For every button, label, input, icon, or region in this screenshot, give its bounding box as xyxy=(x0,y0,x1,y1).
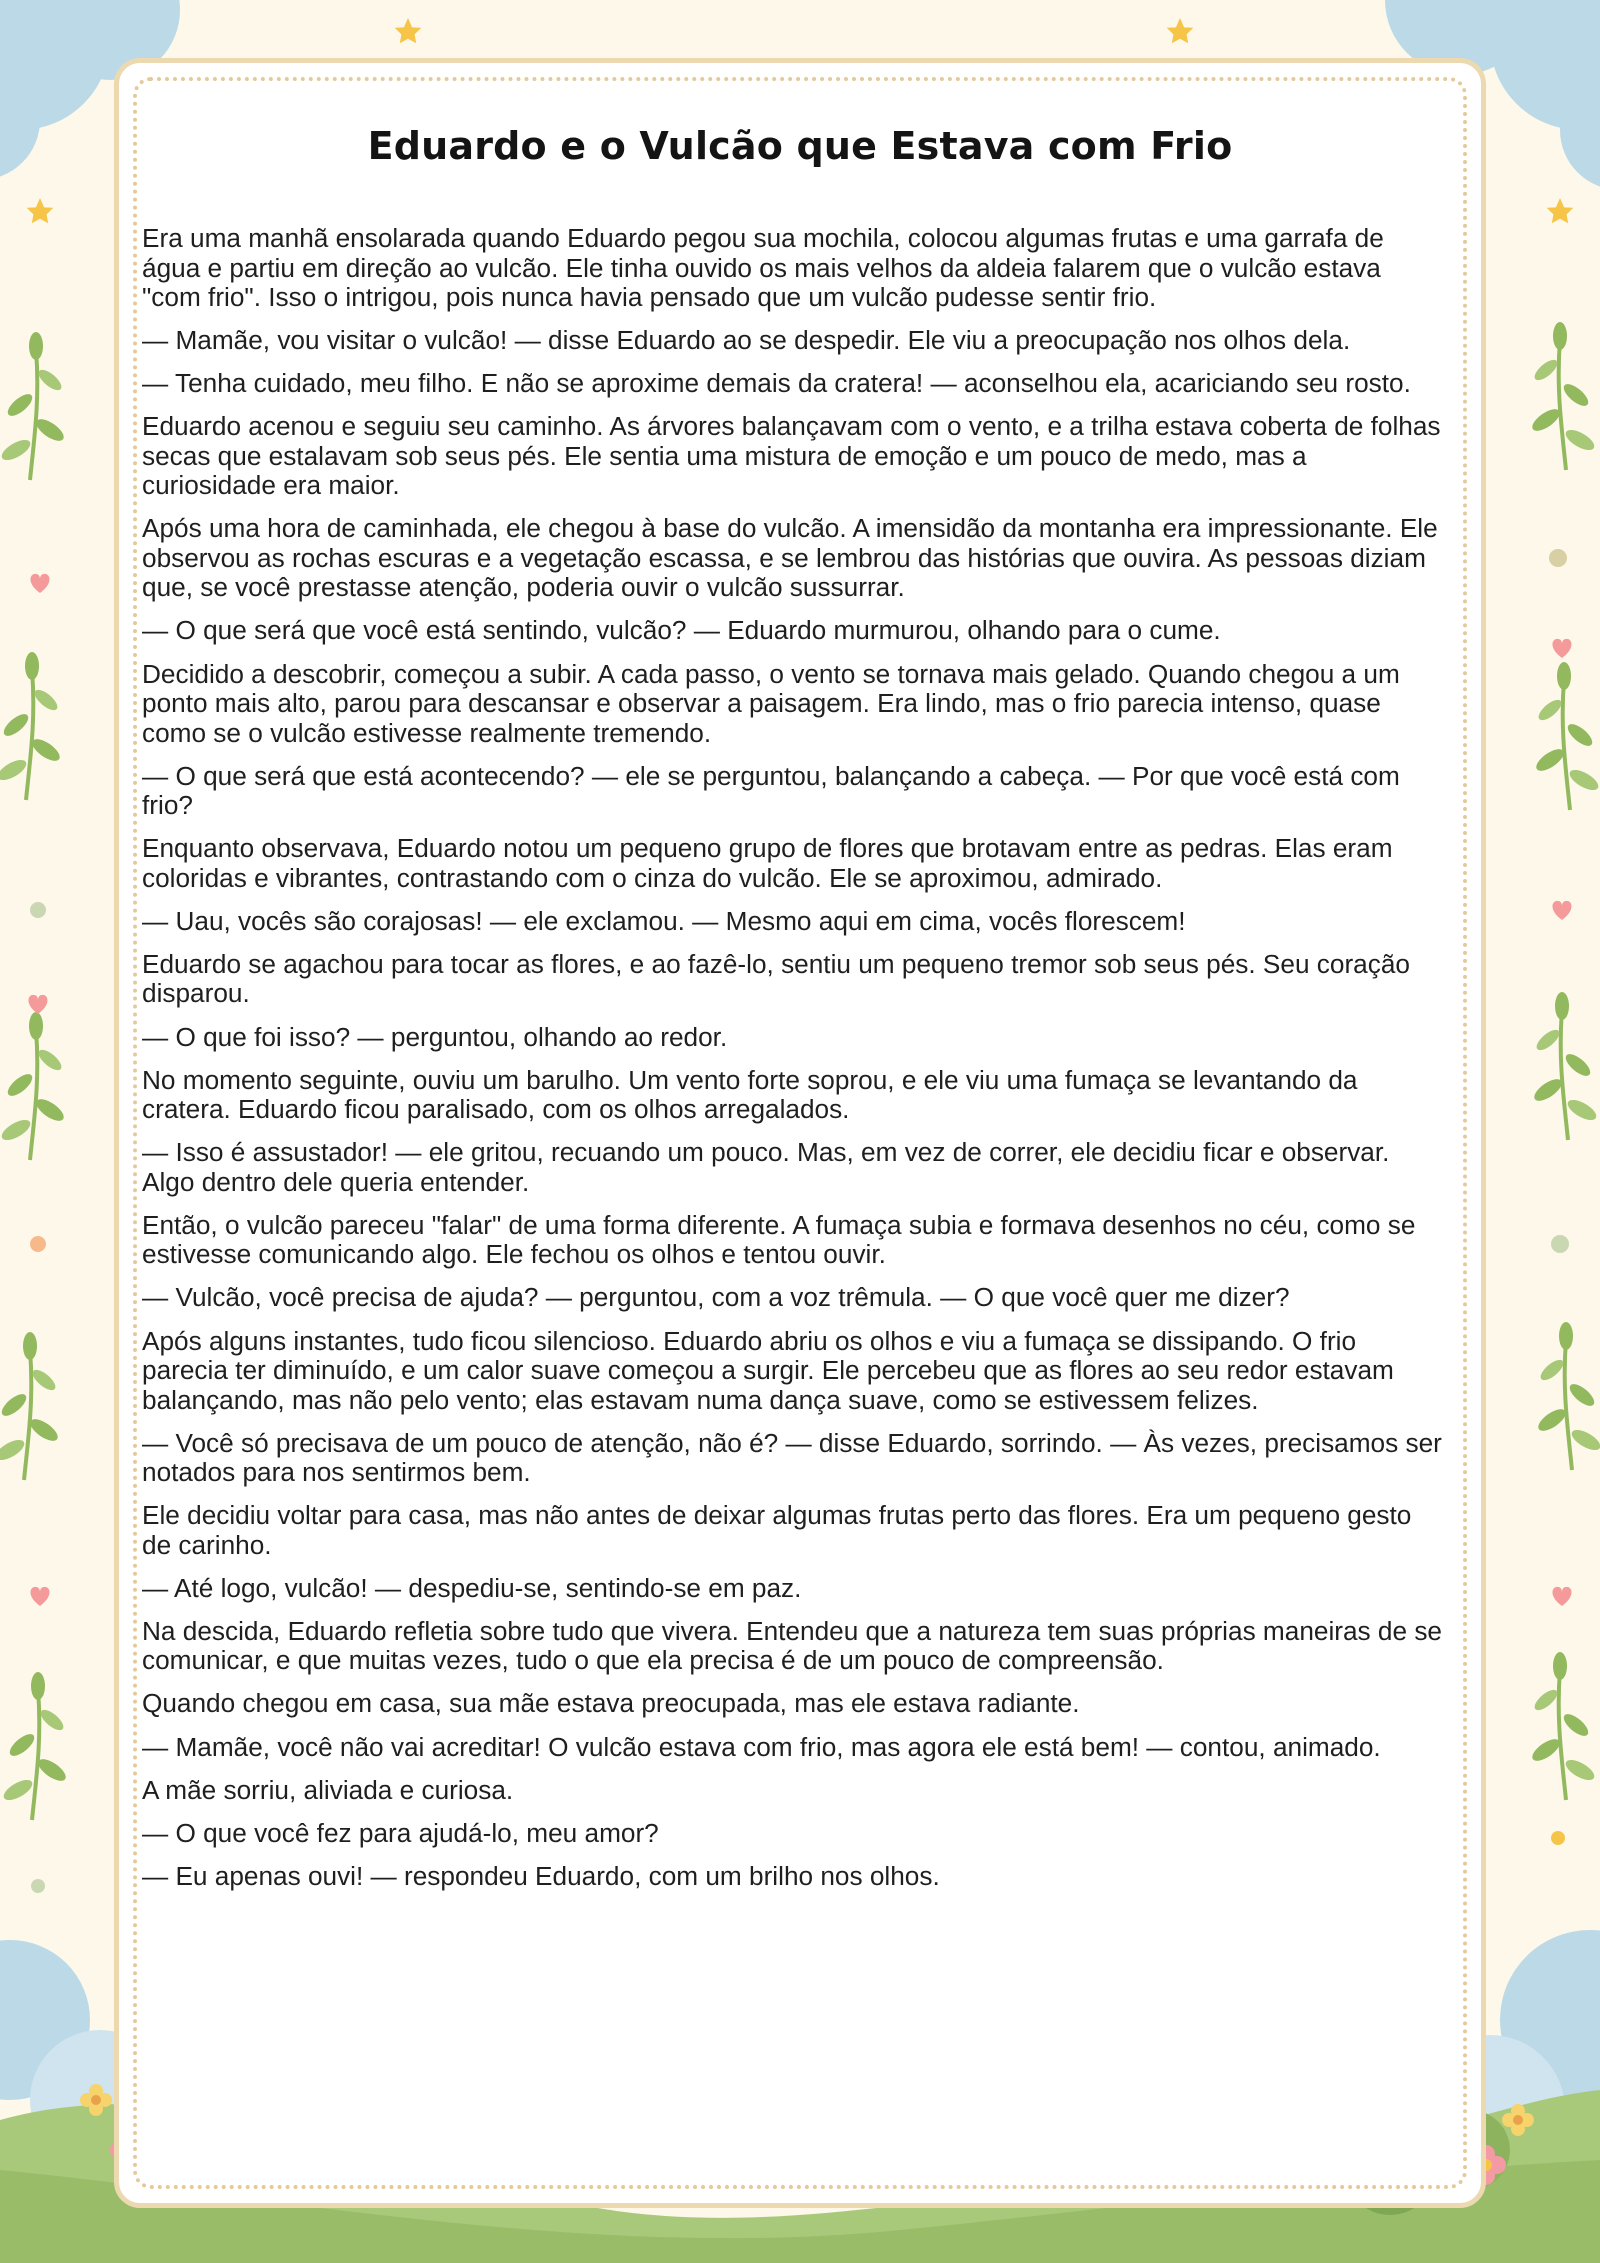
leaf-branch-icon xyxy=(1529,322,1597,470)
leaf-branch-icon xyxy=(1533,662,1600,810)
story-paragraph: — Vulcão, você precisa de ajuda? — perguntou, com a voz trêmula. — O que você quer me dizer? xyxy=(142,1282,1290,1313)
story-paragraph: Era uma manhã ensolarada quando Eduardo pegou sua mochila, colocou algumas frutas e uma garrafa de água e partiu em direção ao vulcão. Ele tinha ouvido os mais velhos da aldeia falarem que o vulcão estava "com frio". Isso o intrigou, pois nunca havia pensado que um vulcão pudesse sentir frio. xyxy=(142,223,1384,312)
leaf-branch-icon xyxy=(0,1332,61,1480)
story-paragraph: — O que será que está acontecendo? — ele se perguntou, balançando a cabeça. — Por que você está com frio? xyxy=(142,760,1400,821)
star-icon xyxy=(27,198,54,223)
story-paragraph: Enquanto observava, Eduardo notou um pequeno grupo de flores que brotavam entre as pedras. Elas eram coloridas e vibrantes, contrastando com o cinza do vulcão. Ele se aproximou, admirado. xyxy=(142,833,1393,893)
leaf-branch-icon xyxy=(0,652,63,800)
story-paragraph: — Uau, vocês são corajosas! — ele exclamou. — Mesmo aqui em cima, vocês florescem! xyxy=(142,905,1186,936)
story-paragraph: — O que você fez para ajudá-lo, meu amor? xyxy=(142,1817,659,1848)
story-paragraph: A mãe sorriu, aliviada e curiosa. xyxy=(142,1774,514,1805)
star-icon xyxy=(1547,198,1574,223)
heart-icon xyxy=(29,995,48,1014)
story-paragraph: — O que será que você está sentindo, vulcão? — Eduardo murmurou, olhando para o cume. xyxy=(142,615,1221,646)
story-paragraph: Decidido a descobrir, começou a subir. A cada passo, o vento se tornava mais gelado. Quando chegou a um ponto mais alto, parou para descansar e observar a paisagem. Era lindo, mas o frio parecia intenso, quase como se o vulcão estivesse realmente tremendo. xyxy=(142,658,1400,748)
heart-icon xyxy=(1553,639,1572,658)
story-paragraph: Então, o vulcão pareceu "falar" de uma forma diferente. A fumaça subia e formava desenhos no céu, como se estivesse comunicando algo. Ele fechou os olhos e tentou ouvir. xyxy=(142,1209,1416,1270)
story-paragraph: Ele decidiu voltar para casa, mas não antes de deixar algumas frutas perto das flores. Era um pequeno gesto de carinho. xyxy=(142,1500,1412,1560)
leaf-branch-icon xyxy=(1,1672,69,1820)
story-paragraph: — Tenha cuidado, meu filho. E não se aproxime demais da cratera! — aconselhou ela, acariciando seu rosto. xyxy=(142,368,1411,399)
story-paragraph: Na descida, Eduardo refletia sobre tudo que vivera. Entendeu que a natureza tem suas próprias maneiras de se comunicar, e que muitas vezes, tudo o que ela precisa é de um pouco de compreensão. xyxy=(142,1615,1442,1676)
leaf-branch-icon xyxy=(0,1012,67,1160)
leaf-branch-icon xyxy=(0,332,67,480)
leaf-branch-icon xyxy=(1529,1652,1597,1800)
story-paragraph: — Isso é assustador! — ele gritou, recuando um pouco. Mas, em vez de correr, ele decidiu ficar e observar. Algo dentro dele queria entender. xyxy=(142,1137,1390,1197)
heart-icon xyxy=(31,1587,50,1606)
heart-icon xyxy=(1553,901,1572,920)
story-paragraph: Quando chegou em casa, sua mãe estava preocupada, mas ele estava radiante. xyxy=(142,1688,1080,1719)
story-text xyxy=(142,224,1442,1905)
story-paragraph: Eduardo se agachou para tocar as flores, e ao fazê-lo, sentiu um pequeno tremor sob seus pés. Seu coração disparou. xyxy=(142,948,1410,1009)
star-icon xyxy=(395,18,422,43)
leaf-branch-icon xyxy=(1531,992,1599,1140)
heart-icon xyxy=(1553,1587,1572,1606)
heart-icon xyxy=(31,574,50,593)
story-paragraph: — Você só precisava de um pouco de atenção, não é? — disse Eduardo, sorrindo. — Às vezes, precisamos ser notados para nos sentirmos bem. xyxy=(142,1427,1442,1488)
story-paragraph: Após alguns instantes, tudo ficou silencioso. Eduardo abriu os olhos e viu a fumaça se dissipando. O frio parecia ter diminuído, e um calor suave começou a surgir. Ele percebeu que as flores ao seu redor estavam balançando, mas não pelo vento; elas estavam numa dança suave, como se estivessem felizes. xyxy=(142,1325,1394,1415)
story-paragraph: Eduardo acenou e seguiu seu caminho. As árvores balançavam com o vento, e a trilha estava coberta de folhas secas que estalavam sob seus pés. Ele sentia uma mistura de emoção e um pouco de medo, mas a curiosidade era maior. xyxy=(142,411,1441,501)
story-paragraph: — Mamãe, vou visitar o vulcão! — disse Eduardo ao se despedir. Ele viu a preocupação nos olhos dela. xyxy=(142,325,1351,356)
story-paragraph: — Até logo, vulcão! — despediu-se, sentindo-se em paz. xyxy=(142,1572,802,1603)
story-paragraph: — Eu apenas ouvi! — respondeu Eduardo, com um brilho nos olhos. xyxy=(142,1860,940,1891)
story-paragraph: No momento seguinte, ouviu um barulho. Um vento forte soprou, e ele viu uma fumaça se levantando da cratera. Eduardo ficou paralisado, com os olhos arregalados. xyxy=(142,1064,1358,1125)
story-paragraph: — O que foi isso? — perguntou, olhando ao redor. xyxy=(142,1021,728,1052)
story-paragraph: — Mamãe, você não vai acreditar! O vulcão estava com frio, mas agora ele está bem! — contou, animado. xyxy=(142,1731,1381,1762)
page-title: Eduardo e o Vulcão que Estava com Frio xyxy=(367,124,1233,168)
star-icon xyxy=(1167,18,1194,43)
leaf-branch-icon xyxy=(1535,1322,1600,1470)
story-paragraph: Após uma hora de caminhada, ele chegou à base do vulcão. A imensidão da montanha era impressionante. Ele observou as rochas escuras e a vegetação escassa, e se lembrou das histórias que ouvira. As pessoas diziam que, se você prestasse atenção, poderia ouvir o vulcão sussurrar. xyxy=(142,513,1438,603)
